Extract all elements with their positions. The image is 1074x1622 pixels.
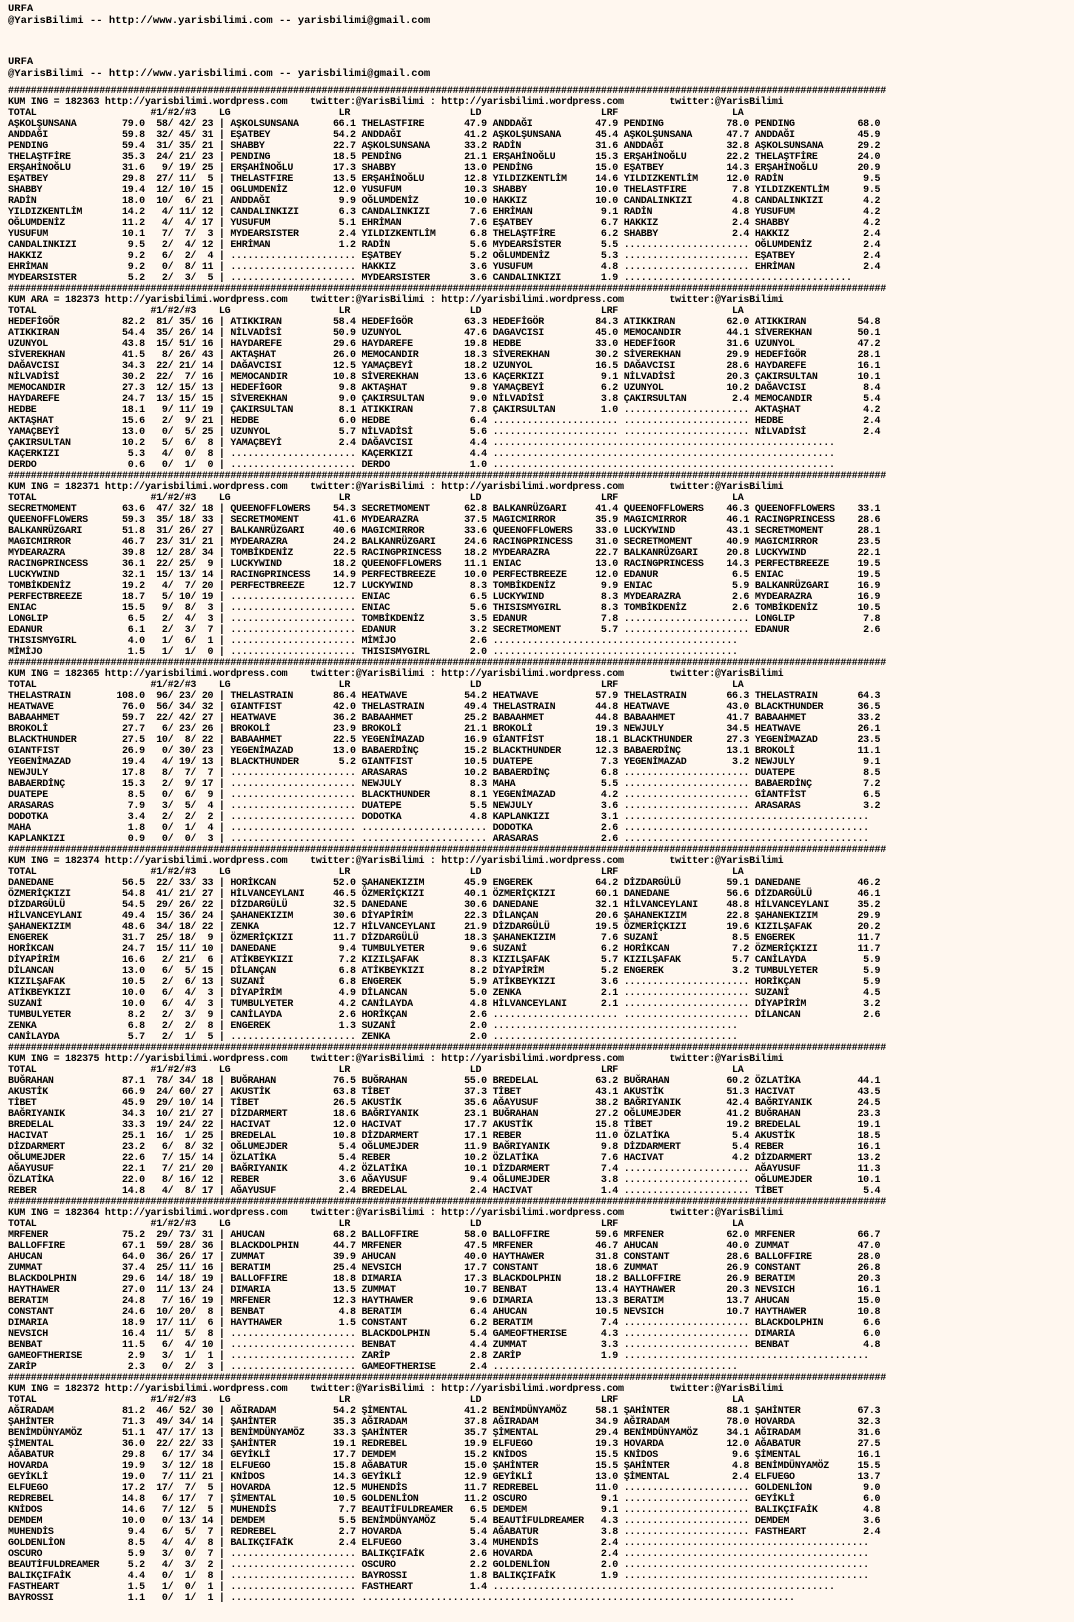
- contact-line: @YarisBilimi -- http://www.yarisbilimi.com -- yarisbilimi@gmail.com: [8, 14, 431, 27]
- contact-line-repeat: @YarisBilimi -- http://www.yarisbilimi.com -- yarisbilimi@gmail.com: [8, 67, 431, 80]
- race-report-text: ########################################################################################################################################################## KUM ING = 182363 http://yarisbilimi.wordpress.com twitter:@YarisBilimi : http://yarisbilimi.wordpress.com twitter:@YarisBilimi TOTAL #1/#2/#3 LG LR LD LRF LA AŞKOLŞUNSANA 79.0 58/ 42/ 23 | AŞKOLSUNSANA 66.1 THELASTFIRE 47.9 ANDDAĞI 47.9 PENDING 78.0 PENDING 68.0 ANDDAĞI 59.8 32/ 45/ 31 | EŞATBEY 54.2 ANDDAĞI 41.2 AŞKOLŞUNSANA 45.4 AŞKOLŞUNSANA 47.7 ANDDAĞI 45.9 PENDING 59.4 31/ 35/ 21 | SHABBY 22.7 AŞKOLSUNSANA 33.2 RADİN 31.6 ANDDAĞI 32.8 AŞKOLSUNSANA 29.2 THELAŞTFİRE 35.3 24/ 21/ 23 | PENDING 18.5 PENDİNG 21.1 ERŞAHİNOĞLU 15.3 ERŞAHİNOĞLU 22.2 THELAŞTFİRE 24.0 ERŞAHİNOĞLU 31.6 9/ 19/ 25 | ERŞAHİNOĞLU 17.3 SHABBY 13.0 PENDİNG 15.0 EŞATBEY 14.3 ERŞAHİNOĞLU 20.9 EŞATBEY 29.8 27/ 11/ 5 | THELASTFIRE 13.5 ERŞAHİNOĞLU 12.8 YILDIZKENTLİM 14.6 YILDIZKENTLİM 12.0 RADİN 9.5 SHABBY 19.4 12/ 10/ 15 | OGLUMDENİZ 12.0 YUSUFUM 10.3 SHABBY 10.0 THELASTFIRE 7.8 YILDIZKENTLİM 9.5 RADİN 18.0 10/ 6/ 21 | ANDDAĞI 9.9 OĞLUMDENİZ 10.0 HAKKIZ 10.0 CANDALINKIZI 4.8 CANDALINKIZI 4.2 YILDIZKENTLİM 14.2 4/ 11/ 12 | CANDALINKIZI 6.3 CANDALINKIZI 7.6 EHRİMAN 9.1 RADİN 4.8 YUSUFUM 4.2 OĞLUMDENİZ 11.2 4/ 4/ 17 | YUSUFUM 5.1 EHRİMAN 7.6 EŞATBEY 6.7 HAKKIZ 2.4 SHABBY 4.2 YUSUFUM 10.1 7/ 7/ 3 | MYDEARSISTER 2.4 YILDIZKENTLİM 6.8 THELAŞTFİRE 6.2 SHABBY 2.4 HAKKIZ 2.4 CANDALINKIZI 9.5 2/ 4/ 12 | EHRİMAN 1.2 RADİN 5.6 MYDEARSİSTER 5.5 ...................... OĞLUMDENİZ 2.4 HAKKIZ 9.2 6/ 2/ 4 | ...................... EŞATBEY 5.2 OĞLUMDENİZ 5.3 ...................... EŞATBEY 2.4 EHRİMAN 9.2 0/ 8/ 11 | ...................... HAKKIZ 3.6 YUSUFUM 4.8 ...................... EHRİMAN 2.4 MYDEARSISTER 5.2 2/ 3/ 5 | ...................... MYDEARSISTER 3.6 CANDALINKIZI 1.9 ........................................ ########################################################################################################################################################## KUM ARA = 182373 http://yarisbilimi.wordpress.com twitter:@YarisBilimi : http://yarisbilimi.wordpress.com twitter:@YarisBilimi TOTAL #1/#2/#3 LG LR LD LRF LA HEDEFİGÖR 82.2 81/ 35/ 16 | ATIKKIRAN 58.4 HEDEFİGÖR 63.3 HEDEFİGÖR 84.3 ATIKKIRAN 62.0 ATIKKIRAN 54.8 ATIKKIRAN 54.4 35/ 26/ 14 | NİLVADİSİ 50.9 UZUNYOL 47.6 DAGAVCISI 45.0 MEMOCANDIR 44.1 SİVEREKHAN 50.1 UZUNYOL 43.8 15/ 51/ 16 | HAYDAREFE 29.6 HAYDAREFE 19.8 HEDBE 33.0 HEDEFİGOR 31.6 UZUNYOL 47.2 SİVEREKHAN 41.5 8/ 26/ 43 | AKTAŞHAT 26.0 MEMOCANDIR 18.3 SİVEREKHAN 30.2 SİVEREKHAN 29.9 HEDEFİGÖR 28.1 DAĞAVCISI 34.3 22/ 21/ 14 | DAĞAVCISI 12.5 YAMAÇBEYİ 18.2 UZUNYOL 16.5 DAĞAVCISI 28.6 HAYDAREFE 16.1 NİLVADİSİ 30.2 22/ 7/ 16 | MEMOCANDIR 10.8 SİVEREKHAN 13.6 KAÇERKIZI 9.1 NİLVADİSİ 20.3 ÇAKIRSULTAN 10.1 MEMOCANDIR 27.3 12/ 15/ 13 | HEDEFİGOR 9.8 AKTAŞHAT 9.8 YAMAÇBEYİ 6.2 UZUNYOL 10.2 DAĞAVCISI 8.4 HAYDAREFE 24.7 13/ 15/ 15 | SİVEREKHAN 9.0 ÇAKIRSULTAN 9.0 NİLVADİSİ 3.8 ÇAKIRSULTAN 2.4 MEMOCANDIR 5.4 HEDBE 18.1 9/ 11/ 19 | ÇAKIRSULTAN 8.1 ATIKKIRAN 7.8 ÇAKIRSULTAN 1.0 ...................... AKTAŞHAT 4.2 AKTAŞHAT 15.6 2/ 9/ 21 | HEDBE 6.0 HEDBE 6.4 ...................... ...................... HEDBE 2.4 YAMAÇBEYİ 13.0 0/ 5/ 25 | UZUNYOL 5.7 NİLVADİSİ 5.6 ...................... ...................... NİLVADİSİ 2.4 ÇAKIRSULTAN 10.2 5/ 6/ 8 | YAMAÇBEYİ 2.4 DAĞAVCISI 4.4 ............................................................ KAÇERKIZI 5.3 4/ 0/ 8 | ...................... KAÇERKIZI 4.4 ............................................................ DERDO 0.6 0/ 1/ 0 | ...................... DERDO 1.0 ............................................................ ########################################################################################################################################################## KUM ING = 182371 http://yarisbilimi.wordpress.com twitter:@YarisBilimi : http://yarisbilimi.wordpress.com twitter:@YarisBilimi TOTAL #1/#2/#3 LG LR LD LRF LA SECRETMOMENT 63.6 47/ 32/ 18 | QUEENOFFLOWERS 54.3 SECRETMOMENT 62.8 BALKANRÜZGARI 41.4 QUEENOFFLOWERS 46.3 QUEENOFFLOWERS 33.1 QUEENOFFLOWERS 59.3 35/ 18/ 33 | SECRETMOMENT 41.6 MYDEARAZRA 37.5 MAGICMIRROR 35.9 MAGICMIRROR 46.1 RACINGPRINCESS 28.6 BALKANRÜZGARI 51.8 31/ 26/ 27 | BALKANRÜZGARI 40.6 MAGICMIRROR 33.6 QUEENOFFLOWERS 33.0 LUCKYWIND 43.1 SECRETMOMENT 28.1 MAGICMIRROR 46.7 23/ 31/ 21 | MYDEARAZRA 24.2 BALKANRÜZGARI 24.6 RACINGPRINCESS 31.0 SECRETMOMENT 40.9 MAGICMIRROR 23.5 MYDEARAZRA 39.8 12/ 28/ 34 | TOMBİKDENİZ 22.5 RACINGPRINCESS 18.2 MYDEARAZRA 22.7 BALKANRÜZGARI 20.8 LUCKYWIND 22.1 RACINGPRINCESS 36.1 22/ 25/ 9 | LUCKYWIND 18.2 QUEENOFFLOWERS 11.1 ENIAC 13.0 RACINGPRINCESS 14.3 PERFECTBREEZE 19.5 LUCKYWIND 32.1 15/ 13/ 14 | RACINGPRINCESS 14.9 PERFECTBREEZE 10.0 PERFECTBREEZE 12.0 EDANUR 6.5 ENIAC 19.5 TOMBİKDENİZ 19.2 4/ 7/ 20 | PERFECTBREEZE 12.7 LUCKYWIND 8.3 TOMBİKDENİZ 9.9 ENIAC 5.9 BALKANRÜZGARI 16.9 PERFECTBREEZE 18.7 5/ 10/ 19 | ...................... ENIAC 6.5 LUCKYWIND 8.3 MYDEARAZRA 2.6 MYDEARAZRA 16.9 ENIAC 15.5 9/ 8/ 3 | ...................... ENIAC 5.6 THISISMYGIRL 8.3 TOMBİKDENİZ 2.6 TOMBİKDENİZ 10.5 LONGLIP 6.5 2/ 4/ 3 | ...................... TOMBİKDENİZ 3.5 EDANUR 7.8 ...................... LONGLIP 7.8 EDANUR 6.1 2/ 3/ 7 | ...................... EDANUR 3.2 SECRETMOMENT 5.7 ...................... EDANUR 2.6 THISISMYGIRL 4.0 1/ 6/ 1 | ...................... MİMİJO 2.6 ........................................... MİMİJO 1.5 1/ 1/ 0 | ...................... THISISMYGIRL 2.0 ........................................... ########################################################################################################################################################## KUM ING = 182365 http://yarisbilimi.wordpress.com twitter:@YarisBilimi : http://yarisbilimi.wordpress.com twitter:@YarisBilimi TOTAL #1/#2/#3 LG LR LD LRF LA THELASTRAIN 108.0 96/ 23/ 20 | THELASTRAIN 86.4 HEATWAVE 54.2 HEATWAVE 57.9 THELASTRAIN 66.3 THELASTRAIN 64.3 HEATWAVE 76.0 56/ 34/ 32 | GIANTFIST 42.0 THELASTRAIN 49.4 THELASTRAIN 44.8 HEATWAVE 43.0 BLACKTHUNDER 36.5 BABAAHMET 59.7 22/ 42/ 27 | HEATWAVE 36.2 BABAAHMET 25.2 BABAAHMET 44.8 BABAAHMET 41.7 BABAAHMET 33.2 BROKOLİ 27.7 6/ 23/ 26 | BROKOLİ 23.9 BROKOLİ 21.1 BROKOLİ 19.3 NEWJULY 34.5 HEATWAVE 26.1 BLACKTHUNDER 27.5 10/ 8/ 22 | BABAAHMET 22.5 YEGENİMAZAD 16.9 GİANTFİST 18.1 BLACKTHUNDER 27.3 YEGENİMAZAD 23.5 GIANTFIST 26.9 0/ 30/ 23 | YEGENİMAZAD 13.0 BABAERDİNÇ 15.2 BLACKTHUNDER 12.3 BABAERDİNÇ 13.1 BROKOLİ 11.1 YEGENİMAZAD 19.4 4/ 19/ 13 | BLACKTHUNDER 5.2 GIANTFIST 10.5 DUATEPE 7.3 YEGENİMAZAD 3.2 NEWJULY 9.1 NEWJULY 17.8 8/ 7/ 7 | ...................... ARASARAS 10.2 BABAERDİNÇ 6.8 ...................... DUATEPE 8.5 BABAERDİNÇ 15.3 2/ 9/ 17 | ...................... NEWJULY 8.3 MAHA 5.5 ...................... BABAERDİNÇ 7.2 DUATEPE 8.5 0/ 6/ 9 | ...................... BLACKTHUNDER 8.1 YEGENİMAZAD 4.2 ...................... GİANTFİST 6.5 ARASARAS 7.9 3/ 5/ 4 | ...................... DUATEPE 5.5 NEWJULY 3.6 ...................... ARASARAS 3.2 DODOTKA 3.4 2/ 2/ 2 | ...................... DODOTKA 4.8 KAPLANKIZI 3.1 ........................................... MAHA 1.8 0/ 1/ 4 | ...................... ...................... DODOTKA 2.6 ........................................... KAPLANKIZI 0.9 0/ 0/ 3 | ...................... ...................... ARASARAS 2.6 ........................................... ########################################################################################################################################################## KUM ING = 182374 http://yarisbilimi.wordpress.com twitter:@YarisBilimi : http://yarisbilimi.wordpress.com twitter:@YarisBilimi TOTAL #1/#2/#3 LG LR LD LRF LA DANEDANE 56.5 22/ 33/ 33 | HORİKCAN 52.0 ŞAHANEKIZIM 45.9 ENGEREK 64.2 DİZDARGÜLÜ 59.1 DANEDANE 46.2 ÖZMERİÇKIZI 54.8 41/ 21/ 27 | HİLVANCEYLANI 46.5 ÖZMERİÇKIZI 40.1 ÖZMERİÇKIZI 60.1 DANEDANE 56.6 DİZDARGÜLÜ 46.1 DİZDARGÜLÜ 54.5 29/ 26/ 22 | DİZDARGÜLÜ 32.5 DANEDANE 30.6 DANEDANE 32.1 HİLVANCEYLANI 48.8 HİLVANCEYLANI 35.2 HİLVANCEYLANI 49.4 15/ 36/ 24 | ŞAHANEKIZIM 30.6 DİYAPİRİM 22.3 DİLANÇAN 20.6 ŞAHANEKIZIM 22.8 ŞAHANEKIZIM 29.9 ŞAHANEKIZIM 48.6 34/ 18/ 22 | ZENKA 12.7 HİLVANCEYLANI 21.9 DİZDARGÜLÜ 19.5 ÖZMERİÇKIZI 19.6 KIZILŞAFAK 20.2 ENGEREK 31.7 25/ 18/ 9 | ÖZMERİÇKIZI 11.7 DİZDARGÜLÜ 18.3 ŞAHANEKIZIM 7.6 SUZANİ 8.5 ENGEREK 11.7 HORİKCAN 24.7 15/ 11/ 10 | DANEDANE 9.4 TUMBULYETER 9.6 SUZANİ 6.2 HORİKCAN 7.2 ÖZMERİÇKIZI 11.7 DİYAPİRİM 16.6 2/ 21/ 6 | ATİKBEYKIZI 7.2 KIZILŞAFAK 8.3 KIZILŞAFAK 5.7 KIZILŞAFAK 5.7 CANİLAYDA 5.9 DİLANCAN 13.0 6/ 5/ 15 | DİLANÇAN 6.8 ATİKBEYKIZI 8.2 DİYAPİRİM 5.2 ENGEREK 3.2 TUMBULYETER 5.9 KIZILŞAFAK 10.5 2/ 6/ 13 | SUZANİ 6.8 ENGEREK 5.9 ATİKBEYKIZI 3.6 ...................... HORİKÇAN 5.9 ATİKBEYKIZI 10.0 6/ 4/ 3 | DİYAPİRİM 4.9 DİLANCAN 5.0 ZENKA 2.1 ...................... SUZANİ 4.5 SUZANİ 10.0 6/ 4/ 3 | TUMBULYETER 4.2 CANİLAYDA 4.8 HİLVANCEYLANI 2.1 ...................... DİYAPİRİM 3.2 TUMBULYETER 8.2 2/ 3/ 9 | CANİLAYDA 2.6 HORİKÇAN 2.6 ...................... ...................... DİLANCAN 2.6 ZENKA 6.8 2/ 2/ 8 | ENGEREK 1.3 SUZANİ 2.0 ........................................... CANİLAYDA 5.7 2/ 1/ 5 | ...................... ZENKA 2.0 ........................................... ########################################################################################################################################################## KUM ING = 182375 http://yarisbilimi.wordpress.com twitter:@YarisBilimi : http://yarisbilimi.wordpress.com twitter:@YarisBilimi TOTAL #1/#2/#3 LG LR LD LRF LA BUĞRAHAN 87.1 78/ 34/ 18 | BUĞRAHAN 76.5 BUĞRAHAN 55.0 BREDELAL 63.2 BUĞRAHAN 60.2 ÖZLATİKA 44.1 AKUSTİK 66.9 24/ 60/ 27 | AKUSTİK 63.8 TİBET 37.3 TİBET 43.1 AKUSTİK 51.3 HACIVAT 43.5 TİBET 45.9 29/ 10/ 14 | TİBET 26.5 AKUSTİK 35.6 AĞAYUSUF 38.2 BAĞRIYANIK 42.4 BAĞRIYANIK 24.5 BAĞRIYANIK 34.3 10/ 21/ 27 | DİZDARMERT 18.6 BAĞRIYANIK 23.1 BUĞRAHAN 27.2 OĞLUMEJDER 41.2 BUĞRAHAN 23.3 BREDELAL 33.3 19/ 24/ 22 | HACIVAT 12.0 HACIVAT 17.7 AKUSTİK 15.8 TİBET 19.2 BREDELAL 19.1 HACIVAT 25.1 16/ 1/ 25 | BREDELAL 10.8 DİZDARMERT 17.1 REBER 11.0 ÖZLATİKA 5.4 AKUSTİK 18.5 DİZDARMERT 23.2 6/ 8/ 32 | OĞLUMEJDER 5.4 OĞLUMEJDER 11.9 BAĞRIYANIK 9.8 DİZDARMERT 5.4 REBER 16.1 OĞLUMEJDER 22.6 7/ 15/ 14 | ÖZLATİKA 5.4 REBER 10.2 ÖZLATİKA 7.6 HACIVAT 4.2 DİZDARMERT 13.2 AĞAYUSUF 22.1 7/ 21/ 20 | BAĞRIYANIK 4.2 ÖZLATİKA 10.1 DİZDARMERT 7.4 ...................... AĞAYUSUF 11.3 ÖZLATİKA 22.0 8/ 16/ 12 | REBER 3.6 AĞAYUSUF 9.4 OĞLUMEJDER 3.8 ...................... OĞLUMEJDER 10.1 REBER 14.8 4/ 8/ 17 | AĞAYUSUF 2.4 BREDELAL 2.4 HACIVAT 1.4 ...................... TİBET 5.4 ########################################################################################################################################################## KUM ING = 182364 http://yarisbilimi.wordpress.com twitter:@YarisBilimi : http://yarisbilimi.wordpress.com twitter:@YarisBilimi TOTAL #1/#2/#3 LG LR LD LRF LA MRFENER 75.2 29/ 73/ 31 | AHUCAN 68.2 BALLOFFIRE 58.0 BALLOFFIRE 59.6 MRFENER 62.0 MRFENER 66.7 BALLOFFIRE 67.1 59/ 28/ 36 | BLACKDOLPHIN 44.7 MRFENER 47.5 MRFENER 46.7 AHUCAN 40.0 ZUMMAT 47.0 AHUCAN 64.0 36/ 26/ 17 | ZUMMAT 39.9 AHUCAN 40.0 HAYTHAWER 31.8 CONSTANT 28.6 BALLOFFIRE 28.0 ZUMMAT 37.4 25/ 11/ 16 | BERATIM 25.4 NEVSICH 17.7 CONSTANT 18.6 ZUMMAT 26.9 CONSTANT 26.8 BLACKDOLPHIN 29.6 14/ 18/ 19 | BALLOFFIRE 18.8 DIMARIA 17.3 BLACKDOLPHIN 18.2 BALLOFFIRE 26.9 BERATIM 20.3 HAYTHAWER 27.0 11/ 13/ 24 | DIMARIA 13.5 ZUMMAT 10.7 BENBAT 13.4 HAYTHAWER 20.3 NEVSICH 16.1 BERATIM 24.8 7/ 16/ 19 | MRFENER 12.3 HAYTHAWER 9.6 DIMARIA 13.3 BERATIM 13.7 AHUCAN 15.0 CONSTANT 24.6 10/ 20/ 8 | BENBAT 4.8 BERATIM 6.4 AHUCAN 10.5 NEVSICH 10.7 HAYTHAWER 10.8 DIMARIA 18.9 17/ 11/ 6 | HAYTHAWER 1.5 CONSTANT 6.2 BERATIM 7.4 ...................... BLACKDOLPHIN 6.6 NEVSICH 16.4 11/ 5/ 8 | ...................... BLACKDOLPHIN 5.4 GAMEOFTHERISE 4.3 ...................... DIMARIA 6.0 BENBAT 11.5 6/ 4/ 10 | ...................... BENBAT 4.4 ZUMMAT 3.3 ...................... BENBAT 4.8 GAMEOFTHERISE 2.9 3/ 1/ 1 | ...................... ZARİP 2.8 ZARİP 1.9 ........................................... ZARİP 2.3 0/ 2/ 3 | ...................... GAMEOFTHERISE 2.4 ........................................... ########################################################################################################################################################## KUM ING = 182372 http://yarisbilimi.wordpress.com twitter:@YarisBilimi : http://yarisbilimi.wordpress.com twitter:@YarisBilimi TOTAL #1/#2/#3 LG LR LD LRF LA AĞIRADAM 81.2 46/ 52/ 30 | AĞIRADAM 54.2 ŞİMENTAL 41.2 BENİMDÜNYAMÖZ 58.1 ŞAHİNTER 88.1 ŞAHİNTER 67.3 ŞAHİNTER 71.3 49/ 34/ 14 | ŞAHİNTER 35.3 AĞIRADAM 37.8 AĞIRADAM 34.9 AĞIRADAM 78.0 HOVARDA 32.3 BENİMDÜNYAMÖZ 51.1 47/ 17/ 13 | BENİMDÜNYAMÖZ 33.3 ŞAHİNTER 35.7 ŞİMENTAL 29.4 BENİMDÜNYAMÖZ 34.1 AĞIRADAM 31.6 ŞİMENTAL 36.0 22/ 22/ 33 | ŞAHİNTER 19.1 REDREBEL 19.9 ELFUEGO 19.3 HOVARDA 12.0 AĞABATUR 27.5 AĞABATUR 29.8 6/ 17/ 34 | GEYİKLİ 17.7 DEMDEM 15.2 KNİDOS 15.5 KNİDOS 9.6 ŞİMENTAL 16.1 HOVARDA 19.9 3/ 12/ 18 | ELFUEGO 15.8 AĞABATUR 15.0 ŞAHİNTER 15.5 ŞAHİNTER 4.8 BENİMDÜNYAMÖZ 15.5 GEYİKLİ 19.0 7/ 11/ 21 | KNİDOS 14.3 GEYİKLİ 12.9 GEYİKLİ 13.0 ŞİMENTAL 2.4 ELFUEGO 13.7 ELFUEGO 17.2 17/ 7/ 5 | HOVARDA 12.5 MUHENDİS 11.7 REDREBEL 11.0 ...................... GOLDENLİON 9.0 REDREBEL 14.8 6/ 17/ 7 | ŞİMENTAL 10.5 GOLDENLİON 11.2 OSCURO 9.1 ...................... GEYİKLİ 6.0 KNİDOS 14.6 7/ 12/ 5 | MUHENDİS 7.7 BEAUTİFULDREAMER 6.5 DEMDEM 9.1 ...................... BALIKÇIFAİK 4.8 DEMDEM 10.0 0/ 13/ 14 | DEMDEM 5.5 BENİMDÜNYAMÖZ 5.4 BEAUTİFULDREAMER 4.3 ...................... DEMDEM 3.6 MUHENDİS 9.4 6/ 5/ 7 | REDREBEL 2.7 HOVARDA 5.4 AĞABATUR 3.8 ...................... FASTHEART 2.4 GOLDENLİON 8.5 4/ 4/ 8 | BALIKÇIFAİK 2.4 ELFUEGO 3.4 MUHENDİS 2.4 ........................................... OSCURO 5.9 3/ 0/ 7 | ...................... BALIKÇIFAİK 2.6 HOVARDA 2.4 ........................................... BEAUTİFULDREAMER 5.2 4/ 3/ 2 | ...................... OSCURO 2.2 GOLDENLİON 2.0 ........................................... BALIKÇIFAİK 4.4 0/ 1/ 8 | ...................... BAYROSSI 1.8 BALIKÇIFAİK 1.9 ........................................... FASTHEART 1.5 1/ 0/ 1 | ...................... FASTHEART 1.4 ............................................................ BAYROSSI 1.1 0/ 1/ 1 | ...................... ............................................................................: [8, 86, 886, 1604]
- city-title-repeat: URFA: [8, 56, 34, 68]
- spacer: [8, 27, 1066, 57]
- city-title: URFA: [8, 3, 34, 15]
